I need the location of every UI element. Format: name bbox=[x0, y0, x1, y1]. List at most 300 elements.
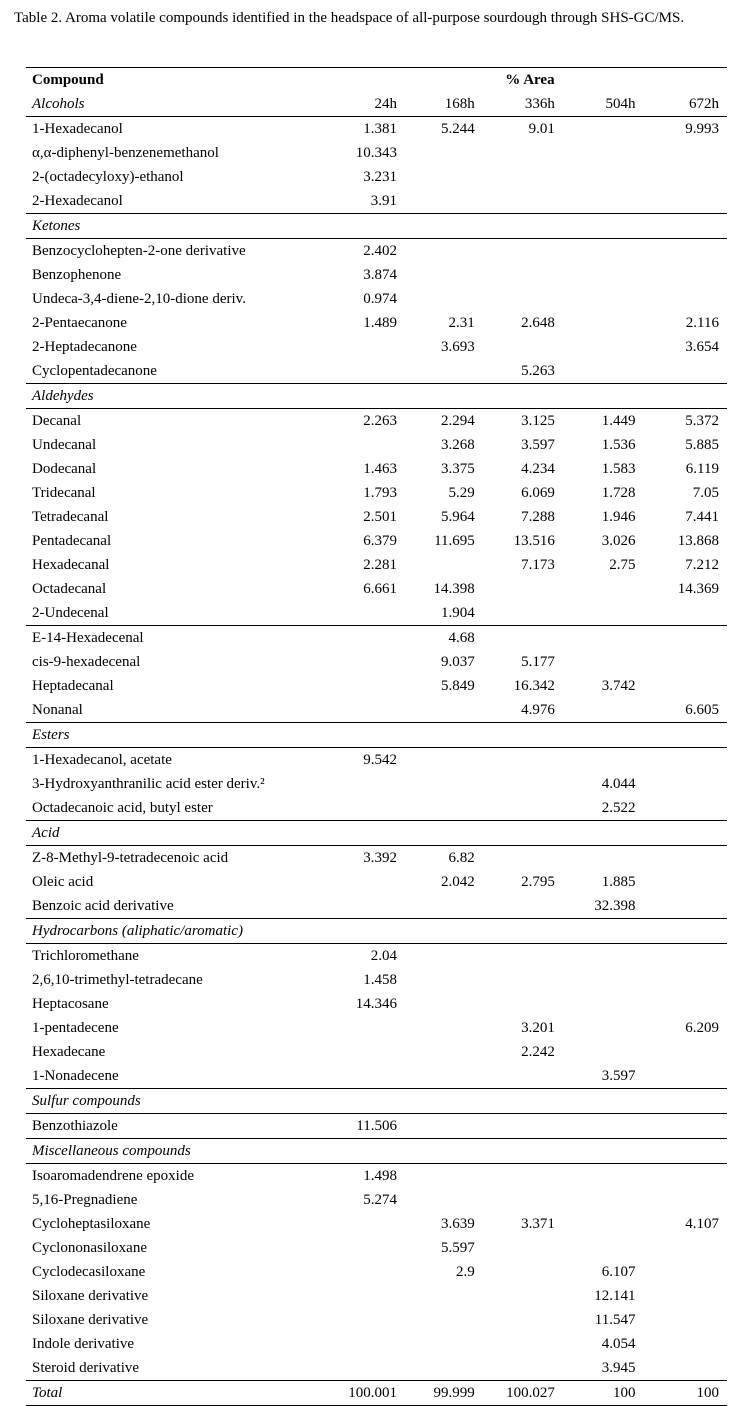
area-value: 2.648 bbox=[521, 315, 555, 331]
area-value bbox=[475, 165, 555, 189]
area-value bbox=[555, 992, 636, 1016]
section-label: Esters bbox=[26, 723, 333, 748]
compound-name: Indole derivative bbox=[32, 1336, 135, 1352]
table-row bbox=[26, 311, 727, 335]
area-value: 4.234 bbox=[521, 461, 555, 477]
compound-name: Benzoic acid derivative bbox=[32, 898, 174, 914]
area-value bbox=[555, 1164, 636, 1189]
area-value: 2.242 bbox=[521, 1044, 555, 1060]
total-value: 100.027 bbox=[475, 1381, 555, 1406]
area-value bbox=[397, 1284, 475, 1308]
total-value: 99.999 bbox=[397, 1381, 475, 1406]
area-value: 1.458 bbox=[363, 972, 397, 988]
area-value bbox=[636, 1284, 728, 1308]
compound-name: 2-Undecenal bbox=[32, 605, 109, 621]
area-value: 13.516 bbox=[513, 533, 555, 549]
table-row bbox=[26, 1260, 727, 1284]
area-value bbox=[636, 748, 728, 773]
empty-cell bbox=[397, 384, 475, 409]
area-value: 1.728 bbox=[601, 485, 636, 501]
section-row bbox=[26, 821, 727, 846]
area-value bbox=[397, 1064, 475, 1089]
area-value: 1.463 bbox=[363, 461, 397, 477]
area-value: 1.498 bbox=[363, 1168, 397, 1184]
table-body bbox=[26, 68, 727, 1406]
area-value bbox=[475, 601, 555, 626]
compound-name: 2-(octadecyloxy)-ethanol bbox=[32, 169, 184, 185]
area-value: 3.597 bbox=[601, 1068, 636, 1084]
compound-name: Hexadecane bbox=[32, 1044, 106, 1060]
empty-cell bbox=[333, 723, 397, 748]
area-value: 5.177 bbox=[521, 654, 555, 670]
area-value: 3.874 bbox=[363, 267, 397, 283]
area-value: 3.268 bbox=[441, 437, 475, 453]
table-row bbox=[26, 772, 727, 796]
area-value bbox=[636, 239, 728, 264]
table-row bbox=[26, 529, 727, 553]
area-value bbox=[333, 1016, 397, 1040]
area-value bbox=[555, 189, 636, 214]
column-header: 24h bbox=[333, 92, 397, 117]
compound-name: Benzothiazole bbox=[32, 1118, 118, 1134]
area-value bbox=[555, 359, 636, 384]
table-row bbox=[26, 1236, 727, 1260]
area-value bbox=[397, 287, 475, 311]
empty-cell bbox=[475, 821, 555, 846]
table-row bbox=[26, 141, 727, 165]
area-value: 1.793 bbox=[363, 485, 397, 501]
area-value: 2.281 bbox=[363, 557, 397, 573]
empty-cell bbox=[636, 1089, 728, 1114]
area-value: 2.522 bbox=[601, 800, 636, 816]
table-row bbox=[26, 409, 727, 434]
area-value: 2.042 bbox=[441, 874, 475, 890]
empty-cell bbox=[475, 214, 555, 239]
section-label: Hydrocarbons (aliphatic/aromatic) bbox=[26, 919, 333, 944]
column-header: 504h bbox=[555, 92, 636, 117]
area-value bbox=[636, 870, 728, 894]
table-row bbox=[26, 846, 727, 871]
area-value: 11.547 bbox=[594, 1312, 636, 1328]
empty-cell bbox=[555, 723, 636, 748]
area-value bbox=[636, 1188, 728, 1212]
area-value: 5.849 bbox=[441, 678, 475, 694]
area-value: 5.263 bbox=[521, 363, 555, 379]
area-value bbox=[555, 1040, 636, 1064]
area-value bbox=[555, 311, 636, 335]
area-value: 7.173 bbox=[521, 557, 555, 573]
area-value: 6.069 bbox=[521, 485, 555, 501]
compound-name: 3-Hydroxyanthranilic acid ester deriv.² bbox=[32, 776, 265, 792]
area-value bbox=[555, 626, 636, 651]
empty-cell bbox=[333, 1139, 397, 1164]
area-value: 9.993 bbox=[685, 121, 719, 137]
table-row bbox=[26, 968, 727, 992]
table-row bbox=[26, 796, 727, 821]
area-value bbox=[475, 239, 555, 264]
area-value bbox=[555, 1188, 636, 1212]
section-label: Ketones bbox=[26, 214, 333, 239]
area-value: 9.01 bbox=[528, 121, 555, 137]
area-value bbox=[555, 577, 636, 601]
table-row bbox=[26, 601, 727, 626]
area-value bbox=[555, 117, 636, 142]
empty-cell bbox=[397, 723, 475, 748]
area-value bbox=[475, 846, 555, 871]
section-row bbox=[26, 1139, 727, 1164]
area-value bbox=[333, 1332, 397, 1356]
area-value bbox=[397, 968, 475, 992]
area-value bbox=[333, 870, 397, 894]
area-value: 11.695 bbox=[434, 533, 475, 549]
area-value: 4.044 bbox=[601, 776, 636, 792]
area-value bbox=[397, 796, 475, 821]
area-value: 5.597 bbox=[441, 1240, 475, 1256]
area-value bbox=[555, 287, 636, 311]
area-value bbox=[333, 894, 397, 919]
area-value: 3.693 bbox=[441, 339, 475, 355]
area-value bbox=[636, 1308, 728, 1332]
compound-name: Benzocyclohepten-2-one derivative bbox=[32, 243, 246, 259]
area-value bbox=[636, 1164, 728, 1189]
area-value: 2.116 bbox=[685, 315, 719, 331]
compound-name: Benzophenone bbox=[32, 267, 122, 283]
total-label: Total bbox=[26, 1381, 333, 1406]
area-value: 1.489 bbox=[363, 315, 397, 331]
compound-name: cis-9-hexadecenal bbox=[32, 654, 141, 670]
section-label: Acid bbox=[26, 821, 333, 846]
empty-cell bbox=[636, 1139, 728, 1164]
section-row bbox=[26, 1089, 727, 1114]
area-value bbox=[555, 1114, 636, 1139]
area-value bbox=[636, 846, 728, 871]
area-value bbox=[636, 772, 728, 796]
area-value bbox=[475, 944, 555, 969]
area-value bbox=[555, 1236, 636, 1260]
area-value: 3.639 bbox=[441, 1216, 475, 1232]
area-value: 1.885 bbox=[601, 874, 636, 890]
table-row bbox=[26, 894, 727, 919]
area-value bbox=[475, 968, 555, 992]
empty-cell bbox=[397, 214, 475, 239]
area-value bbox=[333, 1040, 397, 1064]
area-value: 9.037 bbox=[441, 654, 475, 670]
area-value: 16.342 bbox=[513, 678, 555, 694]
area-value: 2.04 bbox=[370, 948, 397, 964]
table-row bbox=[26, 1284, 727, 1308]
area-value bbox=[555, 239, 636, 264]
empty-cell bbox=[555, 1139, 636, 1164]
compound-name: Tetradecanal bbox=[32, 509, 109, 525]
compound-name: Undecanal bbox=[32, 437, 97, 453]
section-label: Aldehydes bbox=[26, 384, 333, 409]
table-row bbox=[26, 165, 727, 189]
compound-name: Steroid derivative bbox=[32, 1360, 140, 1376]
compound-name: Heptadecanal bbox=[32, 678, 114, 694]
compound-name: Siloxane derivative bbox=[32, 1288, 149, 1304]
compound-name: Hexadecanal bbox=[32, 557, 110, 573]
area-value: 2.9 bbox=[456, 1264, 475, 1280]
table-row bbox=[26, 698, 727, 723]
area-value bbox=[555, 748, 636, 773]
table-row bbox=[26, 433, 727, 457]
total-row bbox=[26, 1381, 727, 1406]
area-value bbox=[636, 1356, 728, 1381]
area-value bbox=[636, 944, 728, 969]
empty-cell bbox=[333, 1089, 397, 1114]
area-value: 6.209 bbox=[685, 1020, 719, 1036]
area-value: 7.288 bbox=[521, 509, 555, 525]
area-value bbox=[397, 263, 475, 287]
area-value bbox=[636, 968, 728, 992]
area-value bbox=[333, 796, 397, 821]
area-value: 5.964 bbox=[441, 509, 475, 525]
table-row bbox=[26, 1332, 727, 1356]
area-value: 1.536 bbox=[601, 437, 636, 453]
area-value bbox=[475, 1260, 555, 1284]
area-value: 14.369 bbox=[677, 581, 719, 597]
area-value bbox=[333, 1064, 397, 1089]
area-value bbox=[555, 165, 636, 189]
compound-name: α,α-diphenyl-benzenemethanol bbox=[32, 145, 219, 161]
area-value: 1.583 bbox=[601, 461, 636, 477]
area-value bbox=[555, 335, 636, 359]
empty-cell bbox=[475, 1139, 555, 1164]
area-value: 32.398 bbox=[594, 898, 636, 914]
table-row bbox=[26, 359, 727, 384]
area-value: 2.402 bbox=[363, 243, 397, 259]
empty-cell bbox=[636, 214, 728, 239]
area-value bbox=[555, 263, 636, 287]
table-row bbox=[26, 1040, 727, 1064]
section-label: Sulfur compounds bbox=[26, 1089, 333, 1114]
area-value bbox=[475, 992, 555, 1016]
table-row bbox=[26, 1212, 727, 1236]
area-value bbox=[333, 1308, 397, 1332]
area-value bbox=[636, 287, 728, 311]
area-value: 6.379 bbox=[363, 533, 397, 549]
area-value: 1.449 bbox=[601, 413, 636, 429]
area-value: 2.795 bbox=[521, 874, 555, 890]
aroma-compounds-table bbox=[26, 67, 727, 1406]
area-value: 5.274 bbox=[363, 1192, 397, 1208]
compound-name: E-14-Hexadecenal bbox=[26, 626, 333, 651]
area-value bbox=[555, 650, 636, 674]
area-value bbox=[333, 1284, 397, 1308]
compound-name: Nonanal bbox=[32, 702, 83, 718]
area-value: 4.054 bbox=[601, 1336, 636, 1352]
area-value bbox=[333, 433, 397, 457]
empty-cell bbox=[397, 919, 475, 944]
area-value bbox=[636, 165, 728, 189]
header-compound: Compound bbox=[26, 68, 333, 93]
compound-name: Trichloromethane bbox=[32, 948, 139, 964]
compound-name: 1-pentadecene bbox=[32, 1020, 119, 1036]
area-value: 3.91 bbox=[370, 193, 397, 209]
area-value bbox=[397, 1332, 475, 1356]
table-row bbox=[26, 1164, 727, 1189]
area-value: 3.371 bbox=[521, 1216, 555, 1232]
total-value: 100.001 bbox=[333, 1381, 397, 1406]
compound-name: Dodecanal bbox=[32, 461, 97, 477]
empty-cell bbox=[475, 384, 555, 409]
area-value bbox=[397, 1308, 475, 1332]
table-caption: Table 2. Aroma volatile compounds identified in the headspace of all-purpose sourdough through SHS-GC/MS. bbox=[14, 10, 685, 26]
area-value: 9.542 bbox=[363, 752, 397, 768]
total-value: 100 bbox=[636, 1381, 728, 1406]
table-row bbox=[26, 263, 727, 287]
compound-name: Siloxane derivative bbox=[32, 1312, 149, 1328]
empty-cell bbox=[333, 919, 397, 944]
total-value: 100 bbox=[555, 1381, 636, 1406]
area-value bbox=[555, 846, 636, 871]
area-value: 5.29 bbox=[448, 485, 475, 501]
area-value bbox=[636, 601, 728, 626]
area-value bbox=[397, 772, 475, 796]
compound-name: Heptacosane bbox=[32, 996, 109, 1012]
compound-name: 5,16-Pregnadiene bbox=[32, 1192, 138, 1208]
area-value bbox=[475, 335, 555, 359]
area-value bbox=[333, 1236, 397, 1260]
area-value bbox=[397, 992, 475, 1016]
area-value bbox=[636, 894, 728, 919]
column-header: 168h bbox=[397, 92, 475, 117]
header-row bbox=[26, 68, 727, 93]
section-row bbox=[26, 919, 727, 944]
table-row bbox=[26, 457, 727, 481]
area-value bbox=[397, 165, 475, 189]
empty-cell bbox=[333, 214, 397, 239]
section-label: Alcohols bbox=[26, 92, 333, 117]
area-value bbox=[636, 796, 728, 821]
area-value bbox=[397, 553, 475, 577]
compound-name: Pentadecanal bbox=[32, 533, 112, 549]
table-row bbox=[26, 481, 727, 505]
area-value: 3.392 bbox=[363, 850, 397, 866]
area-value: 13.868 bbox=[677, 533, 719, 549]
area-value bbox=[636, 1040, 728, 1064]
area-value bbox=[475, 1188, 555, 1212]
compound-name: Z-8-Methyl-9-tetradecenoic acid bbox=[32, 850, 229, 866]
area-value: 3.201 bbox=[521, 1020, 555, 1036]
area-value: 3.597 bbox=[521, 437, 555, 453]
area-value bbox=[475, 141, 555, 165]
area-value: 1.904 bbox=[441, 605, 475, 621]
area-value bbox=[555, 968, 636, 992]
area-value bbox=[636, 626, 728, 651]
compound-name: Isoaromadendrene epoxide bbox=[32, 1168, 195, 1184]
section-row bbox=[26, 92, 727, 117]
area-value bbox=[555, 141, 636, 165]
area-value bbox=[333, 698, 397, 723]
area-value bbox=[636, 650, 728, 674]
table-row bbox=[26, 992, 727, 1016]
area-value: 11.506 bbox=[356, 1118, 397, 1134]
area-value: 4.107 bbox=[685, 1216, 719, 1232]
area-value bbox=[397, 1114, 475, 1139]
table-row bbox=[26, 505, 727, 529]
empty-cell bbox=[397, 1089, 475, 1114]
area-value: 2.294 bbox=[441, 413, 475, 429]
area-value bbox=[333, 601, 397, 626]
empty-cell bbox=[636, 821, 728, 846]
header-area: % Area bbox=[333, 68, 727, 93]
area-value bbox=[397, 1040, 475, 1064]
table-row bbox=[26, 674, 727, 698]
area-value bbox=[555, 698, 636, 723]
compound-name: Octadecanal bbox=[32, 581, 107, 597]
compound-name: 1-Hexadecanol bbox=[32, 121, 123, 137]
area-value: 7.212 bbox=[685, 557, 719, 573]
empty-cell bbox=[333, 384, 397, 409]
compound-name: Undeca-3,4-diene-2,10-dione deriv. bbox=[32, 291, 246, 307]
table-row bbox=[26, 335, 727, 359]
empty-cell bbox=[475, 723, 555, 748]
area-value bbox=[397, 141, 475, 165]
area-value: 3.654 bbox=[685, 339, 719, 355]
empty-cell bbox=[475, 1089, 555, 1114]
table-row bbox=[26, 189, 727, 214]
compound-name: Cyclopentadecanone bbox=[32, 363, 157, 379]
area-value bbox=[636, 1064, 728, 1089]
area-value bbox=[475, 263, 555, 287]
area-value bbox=[636, 1114, 728, 1139]
area-value bbox=[397, 359, 475, 384]
area-value: 1.946 bbox=[601, 509, 636, 525]
empty-cell bbox=[397, 1139, 475, 1164]
area-value: 3.125 bbox=[521, 413, 555, 429]
area-value bbox=[475, 1284, 555, 1308]
area-value bbox=[555, 1212, 636, 1236]
empty-cell bbox=[555, 821, 636, 846]
area-value bbox=[475, 1114, 555, 1139]
table-row bbox=[26, 650, 727, 674]
area-value bbox=[475, 189, 555, 214]
area-value: 1.381 bbox=[363, 121, 397, 137]
area-value: 3.742 bbox=[601, 678, 636, 694]
compound-name: 2-Heptadecanone bbox=[32, 339, 137, 355]
area-value: 5.372 bbox=[685, 413, 719, 429]
compound-name: Oleic acid bbox=[32, 874, 94, 890]
empty-cell bbox=[636, 384, 728, 409]
area-value: 14.398 bbox=[433, 581, 475, 597]
area-value bbox=[397, 1188, 475, 1212]
empty-cell bbox=[636, 723, 728, 748]
compound-name: 1-Nonadecene bbox=[32, 1068, 119, 1084]
compound-name: Tridecanal bbox=[32, 485, 96, 501]
area-value bbox=[397, 239, 475, 264]
area-value: 6.119 bbox=[685, 461, 719, 477]
area-value bbox=[636, 1332, 728, 1356]
area-value: 6.107 bbox=[601, 1264, 636, 1280]
table-row bbox=[26, 239, 727, 264]
section-row bbox=[26, 723, 727, 748]
area-value: 3.375 bbox=[441, 461, 475, 477]
area-value bbox=[397, 189, 475, 214]
area-value bbox=[636, 992, 728, 1016]
area-value: 6.82 bbox=[448, 850, 475, 866]
compound-name: 2-Hexadecanol bbox=[32, 193, 123, 209]
area-value bbox=[397, 944, 475, 969]
area-value bbox=[475, 1164, 555, 1189]
area-value bbox=[475, 626, 555, 651]
section-row bbox=[26, 384, 727, 409]
area-value bbox=[475, 772, 555, 796]
area-value bbox=[636, 141, 728, 165]
area-value bbox=[333, 1212, 397, 1236]
empty-cell bbox=[397, 821, 475, 846]
area-value bbox=[333, 772, 397, 796]
